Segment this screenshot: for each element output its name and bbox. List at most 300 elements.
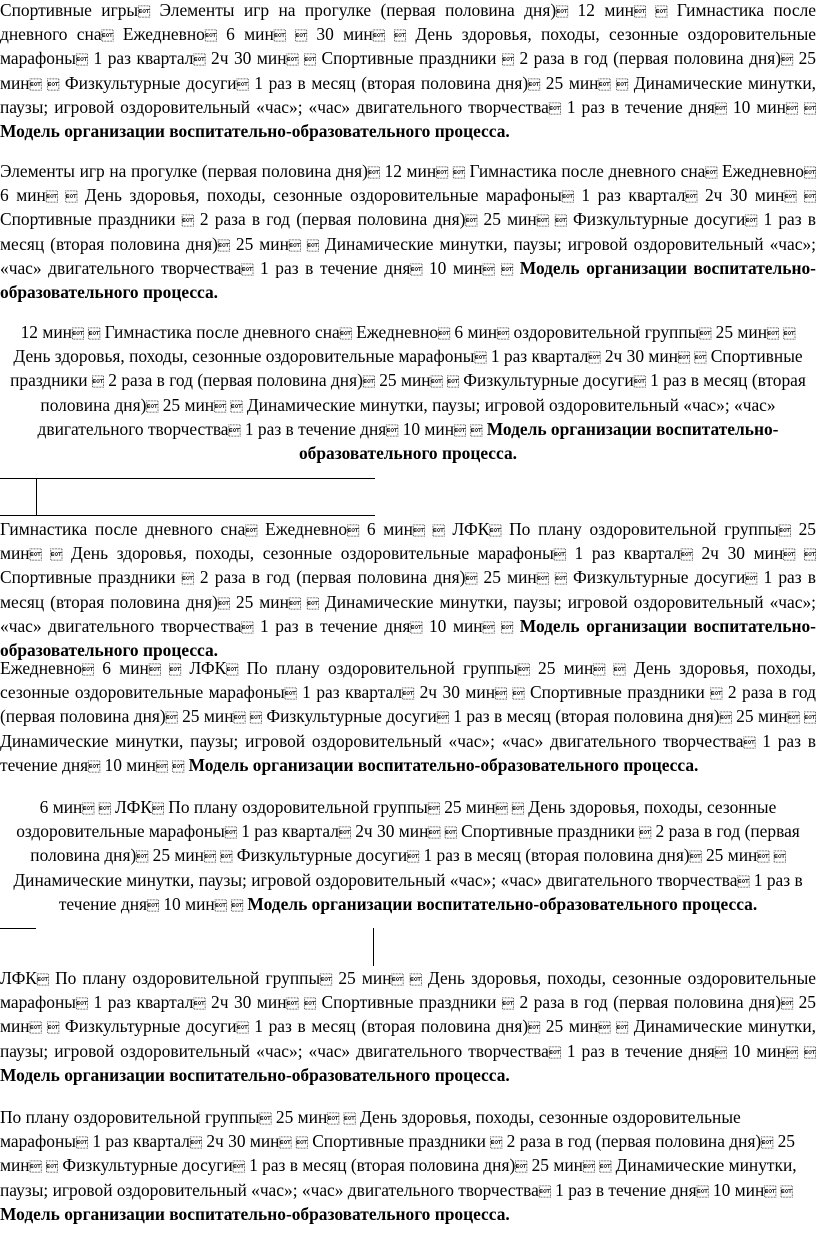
body-text: 25 мин — [0, 48, 816, 93]
missing-glyph-icon:  — [787, 711, 800, 726]
missing-glyph-icon:  — [259, 1112, 272, 1126]
missing-glyph-icon:  — [438, 327, 451, 341]
missing-glyph-icon:  — [286, 53, 299, 68]
body-text: 25 мин — [529, 658, 594, 678]
body-text: Элементы игр на прогулке (первая половина дня) — [150, 0, 557, 20]
body-text: Динамические минутки, паузы; игровой оздоровительный «час»; «час» двигательного творчества — [0, 1016, 816, 1061]
missing-glyph-icon:  — [515, 1160, 528, 1175]
missing-glyph-icon:  — [372, 29, 385, 44]
body-text: 6 мин — [216, 24, 274, 45]
body-text: 1 раз в месяц (вторая половина дня) — [248, 72, 529, 93]
body-text: День здоровья, походы, сезонные оздоровительные марафоны — [0, 658, 816, 703]
missing-glyph-icon:  — [803, 190, 816, 205]
body-text: Ежедневно — [257, 519, 348, 539]
body-text: 1 раз в месяц (вторая половина дня) — [248, 1016, 529, 1037]
body-text: Спортивные праздники — [524, 682, 711, 703]
body-text: 1 раз квартал — [573, 185, 686, 206]
missing-glyph-icon:  — [214, 898, 227, 913]
missing-glyph-icon:  — [616, 77, 629, 92]
body-text: 2 раза в год (первая половина дня) — [193, 209, 466, 230]
missing-glyph-icon:  — [639, 826, 652, 841]
body-text — [796, 185, 804, 205]
missing-glyph-icon:  — [217, 596, 230, 611]
missing-glyph-icon:  — [696, 1184, 709, 1199]
body-text: День здоровья, походы, сезонные оздоровительные марафоны — [16, 797, 777, 842]
missing-glyph-icon:  — [172, 759, 185, 774]
missing-glyph-icon:  — [36, 973, 49, 987]
body-text: Гимнастика после дневного сна — [100, 322, 340, 342]
missing-glyph-icon:  — [320, 973, 333, 987]
missing-glyph-icon:  — [362, 375, 375, 390]
text-block-7 — [0, 967, 816, 1086]
missing-glyph-icon:  — [391, 973, 404, 987]
body-text — [42, 543, 51, 563]
body-text: 10 мин — [422, 257, 483, 278]
body-text: Физкультурные досуги — [566, 209, 746, 230]
missing-glyph-icon:  — [88, 327, 101, 341]
body-text: 2ч 30 мин — [692, 543, 784, 564]
body-text: 1 раз квартал — [565, 543, 681, 564]
missing-glyph-icon:  — [781, 997, 794, 1012]
body-text — [286, 24, 295, 44]
body-text: 1 раз в месяц (вторая половина дня) — [244, 1155, 516, 1176]
missing-glyph-icon:  — [678, 351, 690, 366]
body-text: 1 раз в течение дня — [253, 615, 411, 636]
missing-glyph-icon:  — [295, 29, 308, 44]
table-rule-top — [0, 478, 375, 479]
missing-glyph-icon:  — [745, 214, 758, 229]
missing-glyph-icon:  — [190, 1136, 202, 1151]
body-text: Спортивные игры — [0, 0, 139, 20]
body-text: Элементы игр на прогулке (первая половина дня) — [0, 161, 368, 181]
missing-glyph-icon:  — [689, 850, 702, 865]
missing-glyph-icon:  — [169, 663, 182, 677]
body-text: 30 мин — [307, 24, 373, 45]
body-text: 25 мин — [701, 845, 758, 866]
missing-glyph-icon:  — [82, 802, 95, 816]
body-text: Спортивные праздники — [0, 209, 182, 230]
body-text: Динамические минутки, паузы; игровой оздоровительный «час»; «час» двигательного творчества — [0, 72, 816, 117]
missing-glyph-icon:  — [226, 663, 239, 677]
missing-glyph-icon:  — [785, 101, 798, 116]
missing-glyph-icon:  — [633, 5, 646, 19]
missing-glyph-icon:  — [803, 548, 816, 563]
missing-glyph-icon:  — [714, 1045, 727, 1060]
body-text — [161, 658, 169, 678]
missing-glyph-icon:  — [224, 826, 237, 841]
missing-glyph-icon:  — [29, 1160, 42, 1175]
missing-glyph-icon:  — [47, 77, 60, 92]
body-text: 2ч 30 мин — [697, 185, 785, 206]
body-text: 2ч 30 мин — [414, 682, 495, 703]
body-text: 25 мин — [148, 845, 204, 866]
text-block-3 — [0, 321, 816, 464]
missing-glyph-icon:  — [306, 596, 319, 611]
body-text: Ежедневно — [0, 658, 82, 678]
body-text: День здоровья, походы, сезонные оздоровительные марафоны — [77, 185, 562, 206]
body-text: 25 мин — [374, 370, 431, 391]
missing-glyph-icon:  — [75, 997, 88, 1012]
body-text: 1 раз квартал — [87, 1131, 190, 1152]
body-text: ЛФК — [444, 519, 490, 539]
missing-glyph-icon:  — [402, 687, 415, 702]
missing-glyph-icon:  — [714, 101, 727, 116]
table-rule-vertical — [36, 478, 37, 516]
body-text: 25 мин — [229, 233, 289, 254]
body-text: Динамические минутки, паузы; игровой оздоровительный «час»; «час» двигательного творчества — [0, 730, 744, 751]
missing-glyph-icon:  — [82, 663, 94, 677]
missing-glyph-icon:  — [136, 850, 149, 865]
missing-glyph-icon:  — [685, 190, 698, 205]
body-text: 10 мин — [422, 615, 483, 636]
bold-heading-text: Модель организации воспитательно-образовательного процесса. — [0, 1064, 510, 1085]
body-text: 1 раз в месяц (вторая половина дня) — [0, 209, 816, 254]
missing-glyph-icon:  — [151, 802, 164, 816]
missing-glyph-icon:  — [598, 77, 611, 92]
missing-glyph-icon:  — [98, 802, 111, 816]
missing-glyph-icon:  — [288, 238, 301, 253]
missing-glyph-icon:  — [45, 190, 58, 205]
missing-glyph-icon:  — [680, 548, 693, 563]
missing-glyph-icon:  — [767, 327, 780, 341]
missing-glyph-icon:  — [528, 77, 541, 92]
body-text: Гимнастика после дневного сна — [0, 0, 816, 45]
missing-glyph-icon:  — [193, 53, 206, 68]
missing-glyph-icon:  — [454, 423, 467, 438]
rule-short — [0, 928, 36, 929]
body-text: 25 мин — [229, 591, 289, 612]
body-text: 10 мин — [708, 1179, 765, 1200]
missing-glyph-icon:  — [501, 620, 514, 635]
body-text — [646, 0, 655, 20]
missing-glyph-icon:  — [778, 524, 791, 538]
body-text: День здоровья, походы, сезонные оздоровительные марафоны — [0, 24, 816, 69]
body-text: 1 раз в течение дня — [550, 1179, 697, 1200]
missing-glyph-icon:  — [501, 53, 514, 68]
body-text: По плану оздоровительной группы — [0, 1107, 260, 1127]
body-text: 1 раз в месяц (вторая половина дня) — [40, 370, 806, 415]
bold-heading-text: Модель организации воспитательно-образовательного процесса. — [184, 754, 699, 775]
missing-glyph-icon:  — [554, 214, 567, 229]
missing-glyph-icon:  — [338, 826, 351, 841]
body-text: ЛФК — [181, 658, 227, 678]
body-text: Динамические минутки, паузы; игровой оздоровительный «час»; «час» двигательного творчества — [0, 1155, 797, 1200]
missing-glyph-icon:  — [147, 898, 159, 913]
missing-glyph-icon:  — [517, 663, 530, 677]
missing-glyph-icon:  — [29, 1021, 42, 1036]
missing-glyph-icon:  — [633, 375, 646, 390]
missing-glyph-icon:  — [75, 53, 88, 68]
missing-glyph-icon:  — [412, 524, 425, 538]
body-text: Спортивные праздники — [10, 346, 803, 391]
body-text: Спортивные праздники — [0, 567, 182, 588]
missing-glyph-icon:  — [249, 711, 262, 726]
body-text: 12 мин — [568, 0, 634, 20]
missing-glyph-icon:  — [599, 1160, 612, 1175]
missing-glyph-icon:  — [582, 1160, 595, 1175]
body-text: 25 мин — [540, 72, 599, 93]
missing-glyph-icon:  — [780, 1184, 793, 1199]
missing-glyph-icon:  — [193, 997, 206, 1012]
body-text — [385, 24, 394, 44]
body-text: Спортивные праздники — [316, 48, 502, 69]
body-text: День здоровья, походы, сезонные оздоровительные марафоны — [13, 346, 475, 367]
missing-glyph-icon:  — [616, 1021, 629, 1036]
missing-glyph-icon:  — [273, 29, 286, 44]
missing-glyph-icon:  — [699, 327, 712, 341]
missing-glyph-icon:  — [655, 5, 668, 19]
body-text: 2 раза в год (первая половина дня) — [193, 567, 466, 588]
text-block-8 — [0, 1106, 816, 1225]
missing-glyph-icon:  — [436, 711, 449, 726]
missing-glyph-icon:  — [155, 759, 168, 774]
body-text: По плану оздоровительной группы — [48, 968, 321, 988]
body-text: 2 раза в год (первая половина дня) — [0, 682, 816, 727]
body-text: 12 мин — [379, 161, 437, 181]
missing-glyph-icon:  — [367, 166, 380, 180]
body-text: 25 мин — [731, 706, 788, 727]
body-text: Физкультурные досуги — [566, 567, 746, 588]
body-text: Физкультурные досуги — [59, 72, 237, 93]
missing-glyph-icon:  — [286, 997, 299, 1012]
body-text: Динамические минутки, паузы; игровой оздоровительный «час»; «час» двигательного творчества — [37, 394, 776, 439]
body-text — [795, 543, 804, 563]
missing-glyph-icon:  — [710, 687, 723, 702]
missing-glyph-icon:  — [561, 190, 574, 205]
missing-glyph-icon:  — [343, 1112, 356, 1126]
missing-glyph-icon:  — [784, 190, 797, 205]
body-text: Ежедневно — [113, 24, 205, 45]
missing-glyph-icon:  — [410, 262, 423, 277]
body-text: Физкультурные досуги — [261, 706, 437, 727]
missing-glyph-icon:  — [490, 1136, 503, 1151]
body-text: 25 мин — [0, 1131, 795, 1176]
missing-glyph-icon:  — [91, 375, 104, 390]
body-text — [605, 658, 613, 678]
text-block-5 — [0, 657, 816, 778]
body-text: 10 мин — [398, 418, 455, 439]
body-text: 2ч 30 мин — [600, 346, 678, 367]
missing-glyph-icon:  — [101, 29, 114, 44]
missing-glyph-icon:  — [409, 973, 422, 987]
missing-glyph-icon:  — [489, 524, 502, 538]
missing-glyph-icon:  — [554, 572, 567, 587]
missing-glyph-icon:  — [181, 214, 194, 229]
missing-glyph-icon:  — [50, 548, 63, 563]
body-text: 2 раза в год (первая половина дня) — [513, 48, 782, 69]
text-block-1 — [0, 0, 816, 142]
missing-glyph-icon:  — [783, 548, 796, 563]
missing-glyph-icon:  — [613, 663, 626, 677]
body-text: 1 раз в течение дня — [560, 96, 715, 117]
missing-glyph-icon:  — [181, 572, 194, 587]
missing-glyph-icon:  — [204, 29, 217, 44]
missing-glyph-icon:  — [295, 1136, 308, 1151]
text-block-4 — [0, 518, 816, 661]
missing-glyph-icon:  — [232, 1160, 245, 1175]
body-text: 1 раз в течение дня — [240, 418, 387, 439]
missing-glyph-icon:  — [465, 572, 478, 587]
missing-glyph-icon:  — [757, 850, 770, 865]
table-rule-bottom — [0, 515, 375, 516]
missing-glyph-icon:  — [528, 1021, 541, 1036]
missing-glyph-icon:  — [436, 166, 449, 180]
body-text: Спортивные праздники — [316, 992, 502, 1013]
body-text: ЛФК — [0, 968, 37, 988]
missing-glyph-icon:  — [304, 53, 317, 68]
missing-glyph-icon:  — [88, 759, 101, 774]
body-text: Спортивные праздники — [307, 1131, 491, 1152]
missing-glyph-icon:  — [138, 5, 151, 19]
missing-glyph-icon:  — [233, 711, 246, 726]
body-text: Ежедневно — [351, 322, 439, 342]
body-text: 1 раз в течение дня — [58, 869, 803, 914]
missing-glyph-icon:  — [432, 524, 445, 538]
missing-glyph-icon:  — [29, 77, 42, 92]
body-text: Ежедневно — [717, 161, 804, 181]
body-text: 6 мин — [94, 658, 149, 678]
missing-glyph-icon:  — [428, 826, 441, 841]
body-text: Физкультурные досуги — [232, 845, 408, 866]
body-text: ЛФК — [110, 797, 152, 817]
body-text: День здоровья, походы, сезонные оздоровительные марафоны — [0, 968, 816, 1013]
missing-glyph-icon:  — [71, 327, 84, 341]
missing-glyph-icon:  — [279, 1136, 292, 1151]
missing-glyph-icon:  — [474, 351, 487, 366]
rule-vertical-2 — [373, 928, 374, 966]
missing-glyph-icon:  — [538, 1184, 551, 1199]
missing-glyph-icon:  — [495, 687, 507, 702]
missing-glyph-icon:  — [230, 399, 243, 414]
text-block-2 — [0, 160, 816, 303]
body-text: Физкультурные досуги — [458, 370, 634, 391]
body-text: День здоровья, походы, сезонные оздоровительные марафоны — [62, 543, 554, 564]
text-block-6 — [0, 796, 816, 917]
missing-glyph-icon:  — [452, 166, 465, 180]
body-text: 2ч 30 мин — [205, 48, 287, 69]
missing-glyph-icon:  — [306, 238, 319, 253]
body-text: По плану оздоровительной группы — [501, 519, 779, 539]
bold-heading-text: Модель организации воспитательно-образовательного процесса. — [0, 257, 816, 303]
bold-heading-text: Модель организации воспитательно-образовательного процесса. — [0, 1203, 510, 1224]
body-text: 1 раз в месяц (вторая половина дня) — [0, 567, 816, 612]
body-text: Динамические минутки, паузы; игровой оздоровительный «час»; «час» двигательного творчества — [0, 591, 816, 636]
missing-glyph-icon:  — [347, 524, 360, 538]
body-text: 2 раза в год (первая половина дня) — [103, 370, 363, 391]
body-text: 25 мин — [158, 394, 215, 415]
missing-glyph-icon:  — [785, 1045, 798, 1060]
body-text: 1 раз квартал — [87, 992, 194, 1013]
body-text: 10 мин — [726, 96, 786, 117]
missing-glyph-icon:  — [553, 548, 566, 563]
missing-glyph-icon:  — [288, 596, 301, 611]
body-text: 12 мин — [20, 322, 72, 342]
body-text: 1 раз в месяц (вторая половина дня) — [448, 706, 720, 727]
bold-heading-text: Модель организации воспитательно-образовательного процесса. — [243, 893, 758, 914]
body-text: 25 мин — [477, 209, 537, 230]
body-text: 2ч 30 мин — [202, 1131, 280, 1152]
body-text: 25 мин — [0, 519, 816, 564]
missing-glyph-icon:  — [761, 1136, 774, 1151]
missing-glyph-icon:  — [304, 997, 317, 1012]
body-text: 25 мин — [711, 322, 768, 342]
missing-glyph-icon:  — [495, 802, 508, 816]
missing-glyph-icon:  — [241, 620, 254, 635]
missing-glyph-icon:  — [220, 850, 233, 865]
missing-glyph-icon:  — [803, 1045, 816, 1060]
missing-glyph-icon:  — [446, 375, 459, 390]
body-text: По плану оздоровительной группы — [163, 797, 428, 817]
body-text: 2 раза в год (первая половина дня) — [513, 992, 782, 1013]
body-text: Спортивные праздники — [456, 821, 640, 842]
missing-glyph-icon:  — [737, 874, 750, 889]
missing-glyph-icon:  — [719, 711, 732, 726]
body-text: 2ч 30 мин — [205, 992, 287, 1013]
body-text: 25 мин — [271, 1107, 328, 1127]
missing-glyph-icon:  — [427, 802, 440, 816]
body-text: Гимнастика после дневного сна — [0, 519, 246, 539]
body-text: 25 мин — [332, 968, 392, 988]
missing-glyph-icon:  — [148, 663, 161, 677]
body-text: 2 раза в год (первая половина дня) — [30, 821, 800, 866]
missing-glyph-icon:  — [705, 166, 718, 180]
missing-glyph-icon:  — [548, 1045, 561, 1060]
missing-glyph-icon:  — [588, 351, 601, 366]
body-text: Гимнастика после дневного сна — [464, 161, 706, 181]
missing-glyph-icon:  — [548, 101, 561, 116]
missing-glyph-icon:  — [327, 1112, 340, 1126]
missing-glyph-icon:  — [512, 687, 525, 702]
missing-glyph-icon:  — [407, 850, 420, 865]
missing-glyph-icon:  — [536, 572, 549, 587]
body-text: 25 мин — [527, 1155, 583, 1176]
body-text: 1 раз квартал — [296, 682, 403, 703]
missing-glyph-icon:  — [47, 1021, 60, 1036]
body-text: Физкультурные досуги — [59, 1016, 237, 1037]
missing-glyph-icon:  — [410, 620, 423, 635]
body-text: Физкультурные досуги — [57, 1155, 233, 1176]
missing-glyph-icon:  — [231, 898, 244, 913]
missing-glyph-icon:  — [536, 214, 549, 229]
missing-glyph-icon:  — [394, 29, 407, 44]
missing-glyph-icon:  — [593, 663, 606, 677]
body-text: Динамические минутки, паузы; игровой оздоровительный «час»; «час» двигательного творчества — [0, 233, 816, 278]
body-text: 6 мин — [450, 322, 498, 342]
body-text: 25 мин — [439, 797, 496, 817]
missing-glyph-icon:  — [241, 262, 254, 277]
body-text: 25 мин — [0, 992, 816, 1037]
body-text: День здоровья, походы, сезонные оздоровительные марафоны — [0, 1107, 741, 1152]
missing-glyph-icon:  — [803, 101, 816, 116]
missing-glyph-icon:  — [497, 327, 510, 341]
missing-glyph-icon:  — [430, 375, 443, 390]
bold-heading-text: Модель организации воспитательно-образовательного процесса. — [0, 121, 510, 142]
missing-glyph-icon:  — [803, 711, 816, 726]
body-text: 1 раз в месяц (вторая половина дня) — [419, 845, 690, 866]
body-text: 2 раза в год (первая половина дня) — [502, 1131, 762, 1152]
missing-glyph-icon:  — [803, 166, 816, 180]
missing-glyph-icon:  — [482, 620, 495, 635]
missing-glyph-icon:  — [501, 262, 514, 277]
missing-glyph-icon:  — [783, 327, 796, 341]
missing-glyph-icon:  — [245, 524, 258, 538]
missing-glyph-icon:  — [764, 1184, 777, 1199]
body-text: 6 мин — [39, 797, 83, 817]
body-text: 25 мин — [540, 1016, 599, 1037]
bold-heading-text: Модель организации воспитательно-образовательного процесса. — [0, 615, 816, 661]
body-text: 10 мин — [726, 1040, 786, 1061]
missing-glyph-icon:  — [284, 687, 297, 702]
